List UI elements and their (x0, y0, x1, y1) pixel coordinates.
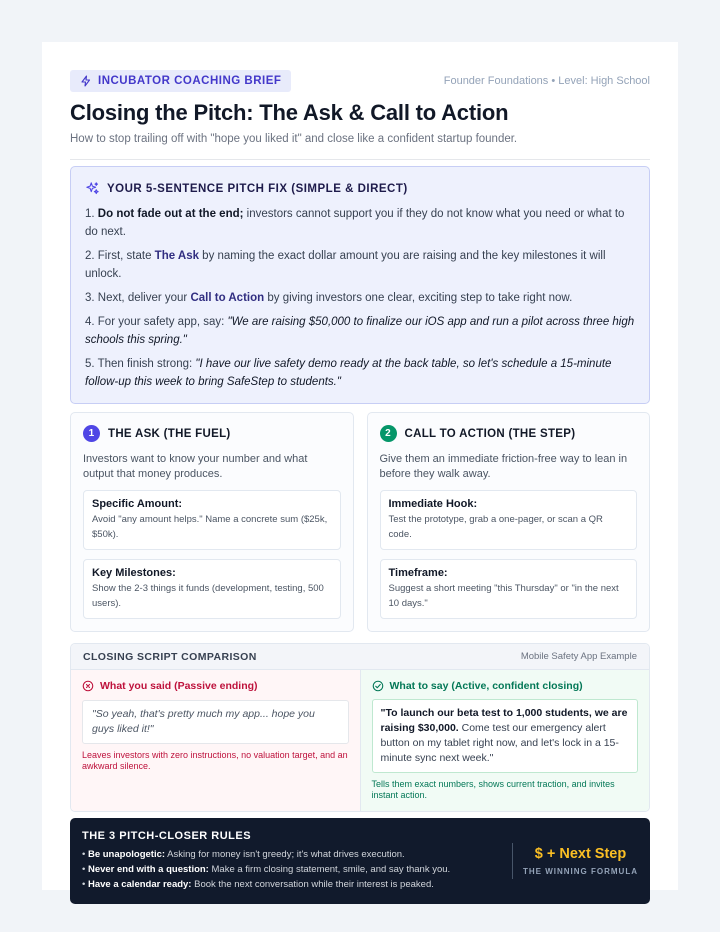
comparison-title: CLOSING SCRIPT COMPARISON (83, 650, 257, 663)
list-item: 1. Do not fade out at the end; investors cannot support you if they do not know what you need or what to do next. (85, 208, 625, 238)
formula-text: $ + Next Step (534, 846, 627, 862)
top-bar (70, 70, 650, 92)
list-item: 4. For your safety app, say: "We are raising $50,000 to finalize our iOS app and run a pilot across three high schools this spring." (85, 316, 635, 346)
winning-formula (512, 843, 638, 879)
the-ask-description: Investors want to know your number and what output that money produces. (83, 453, 308, 480)
pitch-fix-list (85, 205, 635, 391)
step-number-badge: 1 (83, 425, 100, 442)
the-ask-title: THE ASK (THE FUEL) (108, 427, 231, 440)
course-meta: Founder Foundations • Level: High School (443, 75, 650, 87)
closing-script-comparison (70, 643, 650, 812)
list-item: • Have a calendar ready: Book the next conversation while their interest is peaked. (82, 877, 450, 892)
list-item: • Be unapologetic: Asking for money isn't greedy; it's what drives execution. (82, 847, 450, 862)
ask-cta-columns (70, 412, 650, 632)
passive-note: Leaves investors with zero instructions, no valuation target, and an awkward silence. (82, 750, 348, 771)
page-title: Closing the Pitch: The Ask & Call to Action (70, 100, 509, 125)
coaching-brief-page (42, 42, 678, 890)
lightning-icon (80, 75, 92, 87)
rules-title: THE 3 PITCH-CLOSER RULES (82, 830, 252, 842)
formula-caption: THE WINNING FORMULA (523, 867, 638, 876)
immediate-hook-card: Immediate Hook: Test the prototype, grab a one-pager, or scan a QR code. (380, 490, 638, 550)
call-to-action-description: Give them an immediate friction-free way to lean in before they walk away. (379, 453, 628, 480)
brief-tag (70, 70, 291, 92)
pitch-fix-box (70, 166, 650, 404)
brief-tag-label: INCUBATOR COACHING BRIEF (98, 75, 282, 87)
passive-ending-example: What you said (Passive ending) "So yeah, that's pretty much my app... hope you guys liked it!" Leaves investors with zero instructions, no valuation target, and an awkward silence. (71, 670, 361, 811)
rules-list (82, 847, 450, 892)
list-item: • Never end with a question: Make a firm closing statement, smile, and say thank you. (82, 862, 450, 877)
step-number-badge: 2 (380, 425, 397, 442)
passive-quote: "So yeah, that's pretty much my app... hope you guys liked it!" (82, 700, 349, 744)
check-circle-icon (372, 680, 384, 692)
confident-closing-example: What to say (Active, confident closing) "To launch our beta test to 1,000 students, we are raising $30,000. Come test our emergency alert button on my tablet right now, and let's lock in a 15-minute sync next week." Tells them exact numbers, shows current traction, and invites instant action. (361, 670, 650, 811)
list-item: 3. Next, deliver your Call to Action by giving investors one clear, exciting step to take right now. (85, 292, 573, 304)
pitch-fix-heading-text: YOUR 5-SENTENCE PITCH FIX (SIMPLE & DIRECT) (107, 182, 408, 195)
sparkle-icon (85, 181, 100, 196)
list-item: 2. First, state The Ask by naming the exact dollar amount you are raising and the key milestones it will unlock. (85, 250, 606, 280)
call-to-action-title: CALL TO ACTION (THE STEP) (404, 427, 576, 440)
pitch-closer-rules (70, 818, 650, 904)
specific-amount-card: Specific Amount: Avoid "any amount helps." Name a concrete sum ($25k, $50k). (83, 490, 341, 550)
timeframe-card: Timeframe: Suggest a short meeting "this Thursday" or "in the next 10 days." (380, 559, 638, 619)
key-milestones-card: Key Milestones: Show the 2-3 things it funds (development, testing, 500 users). (83, 559, 341, 619)
pitch-fix-heading (85, 181, 635, 196)
header-divider (70, 159, 650, 160)
list-item: 5. Then finish strong: "I have our live safety demo ready at the back table, so let's schedule a 15-minute follow-up this week to bring SafeStep to students." (85, 358, 612, 388)
confident-note: Tells them exact numbers, shows current traction, and invites instant action. (371, 779, 615, 800)
confident-quote: "To launch our beta test to 1,000 students, we are raising $30,000. Come test our emergency alert button on my tablet right now, and let's lock in a 15-minute sync next week." (372, 699, 639, 773)
x-circle-icon (82, 680, 94, 692)
the-ask-panel (70, 412, 354, 632)
comparison-subtitle: Mobile Safety App Example (520, 651, 637, 662)
page-subtitle: How to stop trailing off with "hope you liked it" and close like a confident startup founder. (70, 133, 518, 145)
call-to-action-panel (367, 412, 651, 632)
